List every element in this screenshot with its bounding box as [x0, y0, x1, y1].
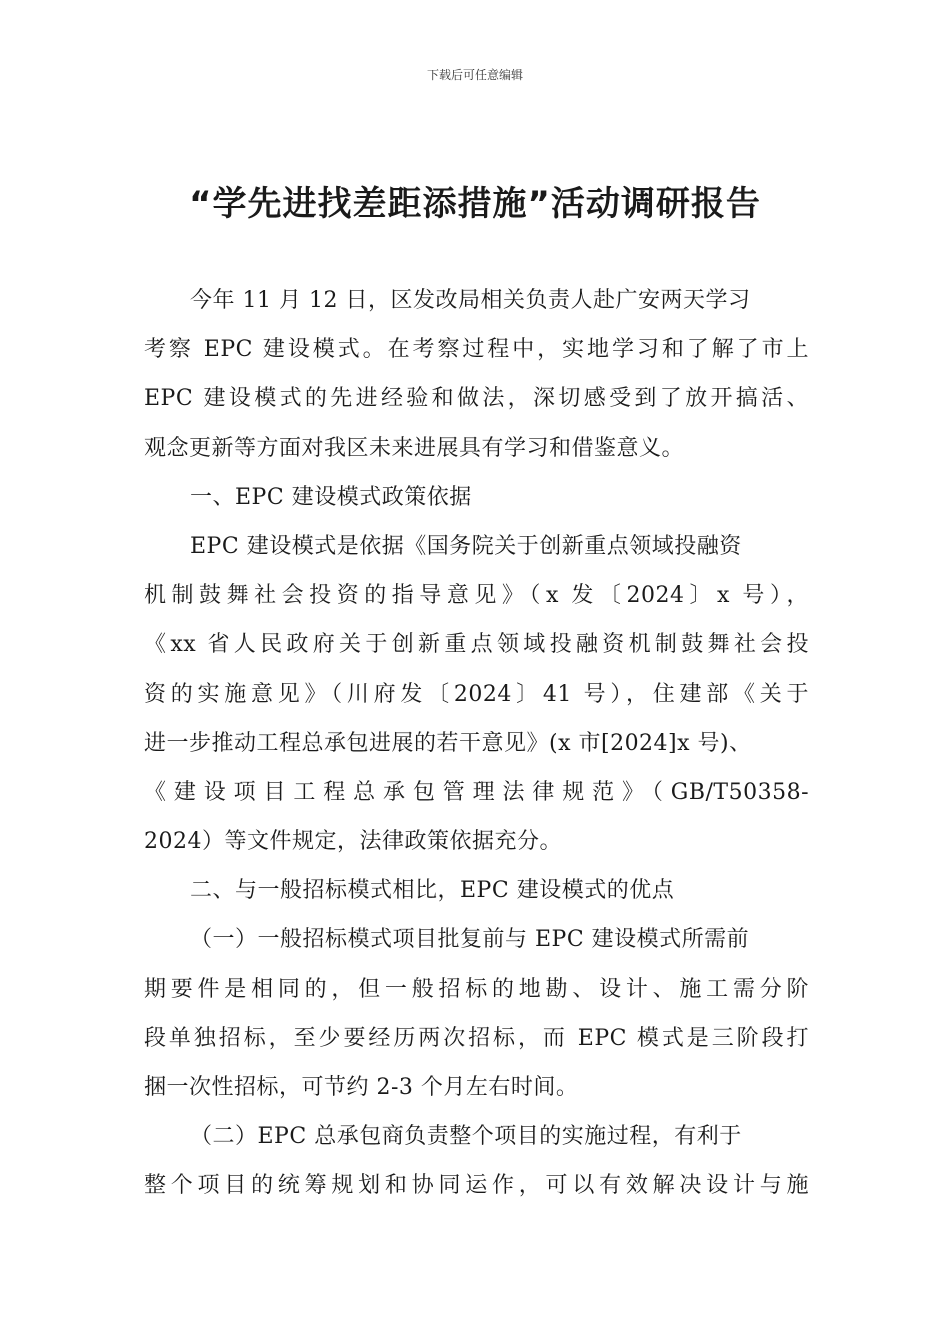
section-heading: 一、EPC 建设模式政策依据 — [190, 484, 472, 510]
paragraph-line: 资的实施意见》（川府发〔2024〕41 号），住建部《关于 — [144, 681, 809, 707]
paragraph-line: 今年 11 月 12 日，区发改局相关负责人赴广安两天学习 — [190, 288, 751, 313]
paragraph-line: 段单独招标，至少要经历两次招标，而 EPC 模式是三阶段打 — [144, 1025, 809, 1051]
paragraph-line: 《建设项目工程总承包管理法律规范》（GB/T50358- — [144, 779, 809, 805]
paragraph-line: 进一步推动工程总承包进展的若干意见》(x 市[2024]x 号)、 — [144, 730, 752, 756]
paragraph-line: （二）EPC 总承包商负责整个项目的实施过程，有利于 — [190, 1124, 742, 1150]
document-title: “学先进找差距添措施”活动调研报告 — [189, 184, 761, 224]
paragraph-line: EPC 建设模式是依据《国务院关于创新重点领域投融资 — [190, 533, 742, 559]
paragraph-line: 机制鼓舞社会投资的指导意见》（x 发〔2024〕x 号）， — [144, 583, 809, 609]
paragraph-line: EPC 建设模式的先进经验和做法，深切感受到了放开搞活、 — [144, 386, 809, 412]
paragraph-line: 捆一次性招标，可节约 2-3 个月左右时间。 — [144, 1075, 579, 1100]
section-heading: 二、与一般招标模式相比，EPC 建设模式的优点 — [190, 878, 675, 904]
paragraph-line: 期要件是相同的，但一般招标的地勘、设计、施工需分阶 — [144, 976, 809, 1002]
paragraph-line: 观念更新等方面对我区未来进展具有学习和借鉴意义。 — [144, 435, 685, 461]
paragraph-line: 整个项目的统筹规划和协同运作，可以有效解决设计与施 — [144, 1173, 809, 1199]
header-note: 下载后可任意编辑 — [426, 68, 523, 82]
document-body — [144, 276, 809, 1211]
paragraph-line: 2024）等文件规定，法律政策依据充分。 — [144, 829, 562, 855]
paragraph-line: 考察 EPC 建设模式。在考察过程中，实地学习和了解了市上 — [144, 337, 809, 363]
paragraph-line: （一）一般招标模式项目批复前与 EPC 建设模式所需前 — [190, 927, 750, 953]
paragraph-line: 《xx 省人民政府关于创新重点领域投融资机制鼓舞社会投 — [144, 632, 809, 658]
